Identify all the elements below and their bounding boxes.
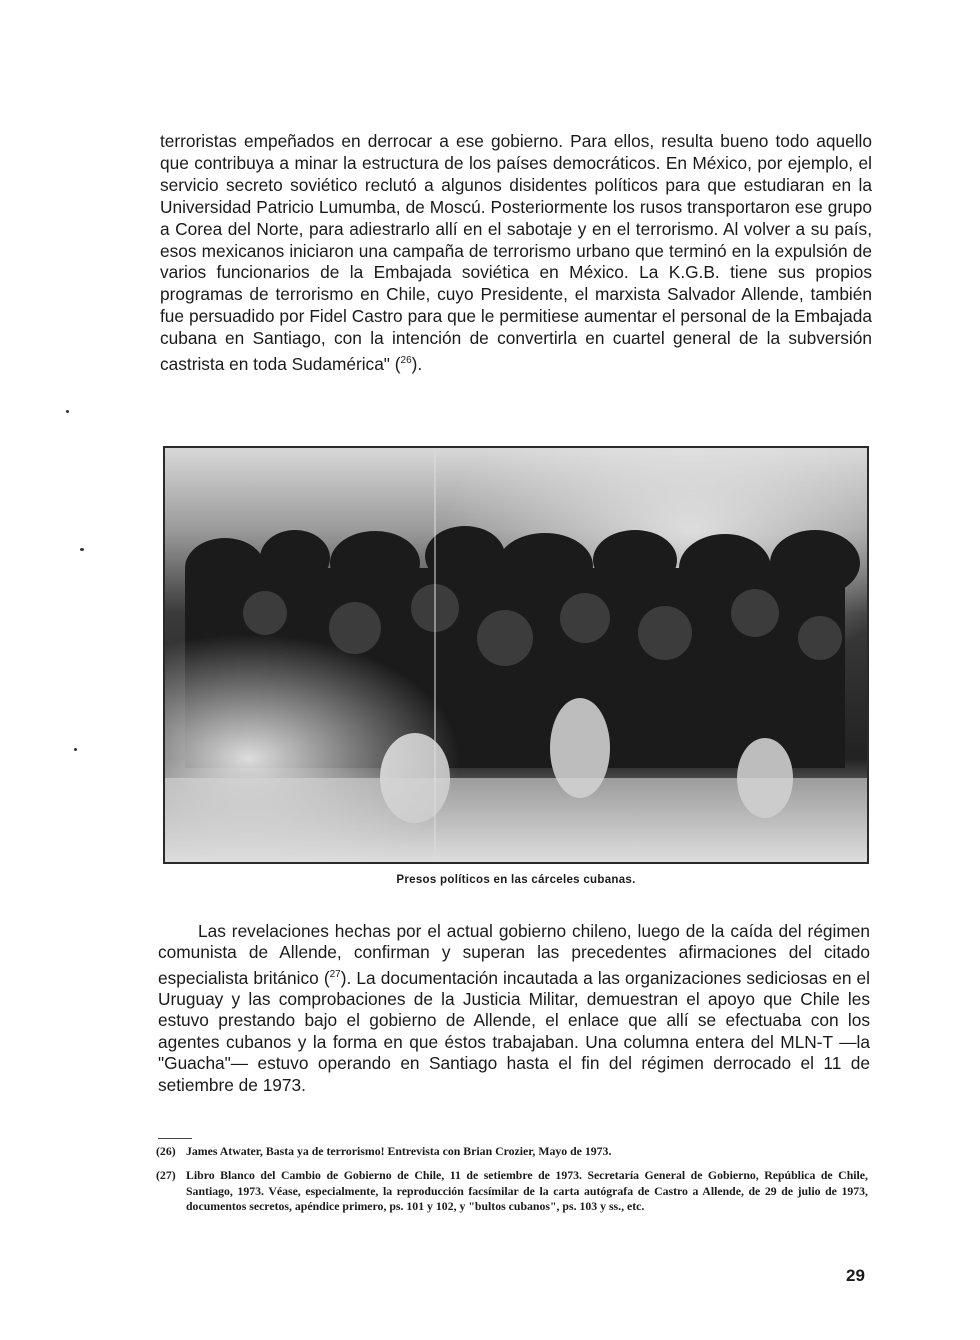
paragraph-2-text: Las revelaciones hechas por el actual gobierno chileno, luego de la caída del régimen comunista de Allende, confirman y superan las precedentes afirmaciones del citado especialista británico (: [158, 921, 870, 988]
scan-speck: [66, 410, 69, 413]
prisoners-photo: [163, 446, 869, 864]
body-paragraph-1: [160, 131, 872, 376]
footnote-number: (26): [156, 1144, 176, 1158]
paragraph-1-text: terroristas empeñados en derrocar a ese gobierno. Para ellos, resulta bueno todo aquello que contribuya a minar la estructura de los países democráticos. En México, por ejemplo, el servicio secreto soviético reclutó a algunos disidentes políticos para que estudiaran en la Universidad Patricio Lumumba, de Moscú. Posteriormente los rusos transportaron ese grupo a Corea del Norte, para adiestrarlo allí en el sabotaje y en el terrorismo. Al volver a su país, esos mexicanos iniciaron una campaña de terrorismo urbano que terminó en la expulsión de varios funcionarios de la Embajada soviética en México. La K.G.B. tiene sus propios programas de terrorismo en Chile, cuyo Presidente, el marxista Salvador Allende, también fue persuadido por Fidel Castro para que le permitiese aumentar el personal de la Embajada cubana en Santiago, con la intención de convertirla en cuartel general de la subversión castrista en toda Sudamérica" (: [160, 131, 872, 374]
footnote-27: [156, 1168, 868, 1215]
scan-speck: [80, 548, 84, 551]
scan-speck: [74, 748, 77, 751]
footnote-text: Libro Blanco del Cambio de Gobierno de Chile, 11 de setiembre de 1973. Secretaría General de Gobierno, República de Chile, Santiago, 1973. Véase, especialmente, la reproducción facsímilar de la carta autógrafa de Castro a Allende, de 29 de julio de 1973, documentos secretos, apéndice primero, ps. 101 y 102, y "bultos cubanos", ps. 103 y ss., etc.: [186, 1168, 868, 1214]
footnote-text: James Atwater, Basta ya de terrorismo! Entrevista con Brian Crozier, Mayo de 1973.: [186, 1144, 612, 1158]
paragraph-1-end: ).: [411, 353, 423, 374]
footnote-ref-26[interactable]: 26: [400, 355, 412, 367]
footnote-divider: [158, 1138, 192, 1139]
footnote-number: (27): [156, 1168, 176, 1182]
footnote-ref-27[interactable]: 27: [329, 968, 341, 980]
body-paragraph-2: [158, 921, 870, 1096]
footnote-26: [156, 1144, 868, 1160]
page-number: 29: [846, 1266, 865, 1285]
paragraph-2-rest: ). La documentación incautada a las organizaciones sediciosas en el Uruguay y las comprobaciones de la Justicia Militar, demuestran el apoyo que Chile les estuvo prestando bajo el gobierno de Allende, el enlace que allí se efectuaba con los agentes cubanos y la forma en que éstos trabajaban. Una columna entera del MLN-T —la "Guacha"— estuvo operando en Santiago hasta el fin del régimen derrocado el 11 de setiembre de 1973.: [158, 967, 870, 1095]
photo-caption: Presos políticos en las cárceles cubanas.: [396, 874, 636, 886]
